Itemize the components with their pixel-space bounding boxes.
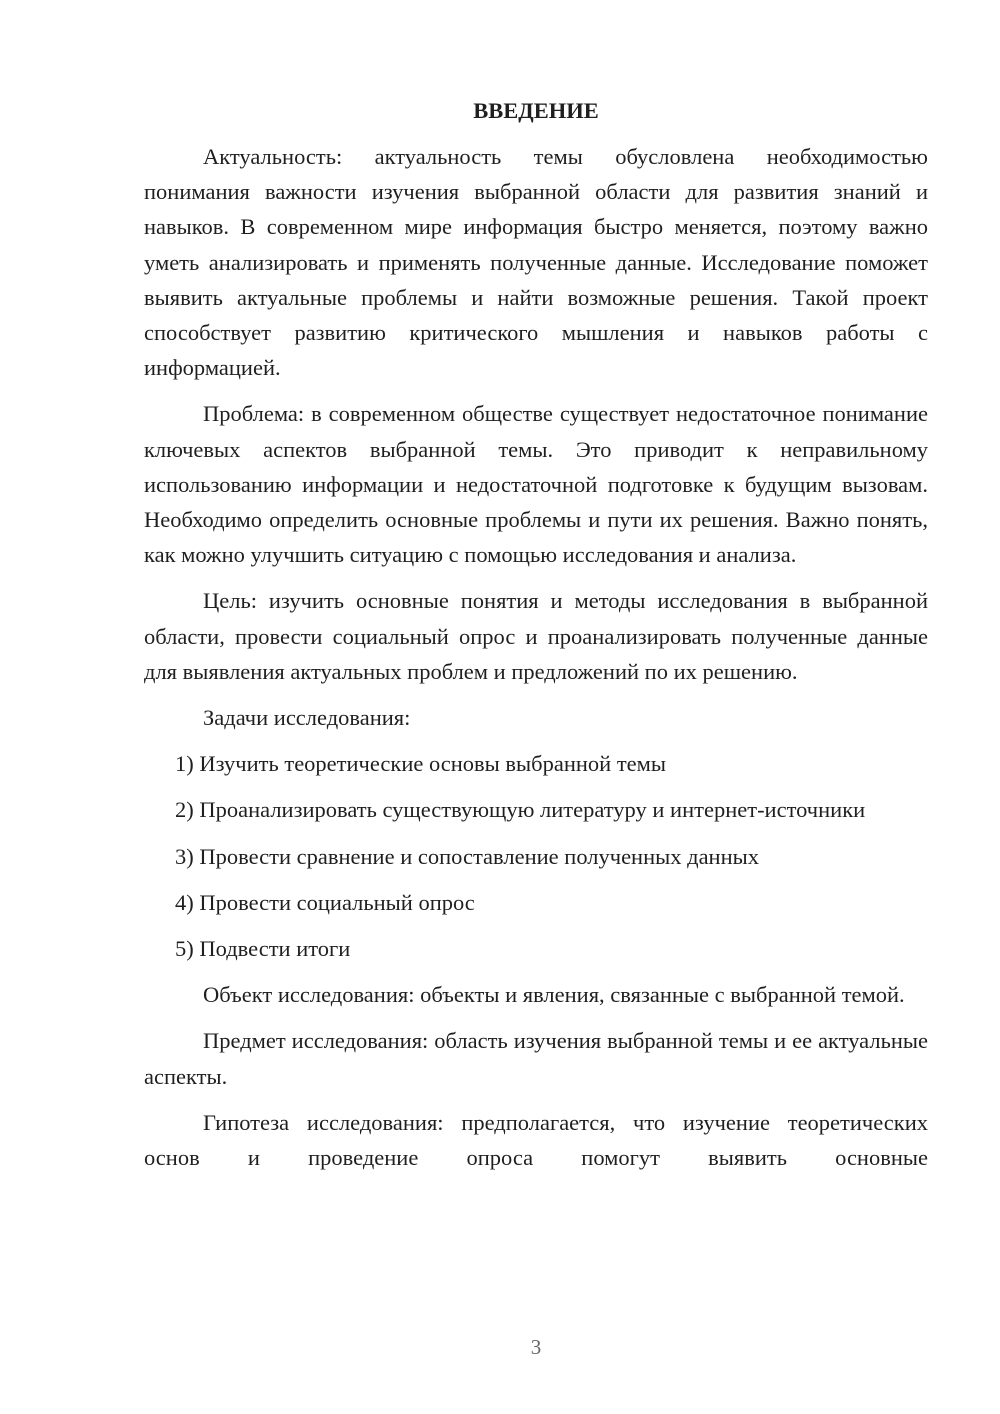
task-item-4: 4) Провести социальный опрос [175, 889, 475, 915]
page-number: 3 [530, 1335, 542, 1359]
relevance-paragraph: Актуальность: актуальность темы обусловлена необходимостью понимания важности изучения выбранной области для развития знаний и навыков. В современном мире информация быстро меняется, поэтому важно уметь анализировать и применять полученные данные. Исследование поможет выявить актуальные проблемы и найти возможные решения. Такой проект способствует развитию критического мышления и навыков работы с информацией. [144, 144, 928, 381]
subject-paragraph: Предмет исследования: область изучения выбранной темы и ее актуальные аспекты. [144, 1028, 928, 1089]
tasks-heading: Задачи исследования: [203, 705, 411, 731]
task-item-3: 3) Провести сравнение и сопоставление полученных данных [175, 843, 760, 869]
task-item-1: 1) Изучить теоретические основы выбранной темы [175, 751, 667, 777]
hypothesis-paragraph: Гипотеза исследования: предполагается, что изучение теоретических основ и проведение опроса помогут выявить основные [144, 1109, 928, 1171]
problem-paragraph: Проблема: в современном обществе существует недостаточное понимание ключевых аспектов выбранной темы. Это приводит к неправильному использованию информации и недостаточной подготовке к будущим вызовам. Необходимо определить основные проблемы и пути их решения. Важно понять, как можно улучшить ситуацию с помощью исследования и анализа. [144, 401, 928, 568]
goal-paragraph: Цель: изучить основные понятия и методы исследования в выбранной области, провести социальный опрос и проанализировать полученные данные для выявления актуальных проблем и предложений по их решению. [144, 588, 928, 684]
task-item-5: 5) Подвести итоги [175, 936, 351, 962]
section-title: ВВЕДЕНИЕ [473, 98, 599, 123]
object-paragraph: Объект исследования: объекты и явления, связанные с выбранной темой. [203, 982, 905, 1008]
task-item-2: 2) Проанализировать существующую литературу и интернет-источники [175, 797, 866, 823]
page-content [144, 93, 928, 1175]
